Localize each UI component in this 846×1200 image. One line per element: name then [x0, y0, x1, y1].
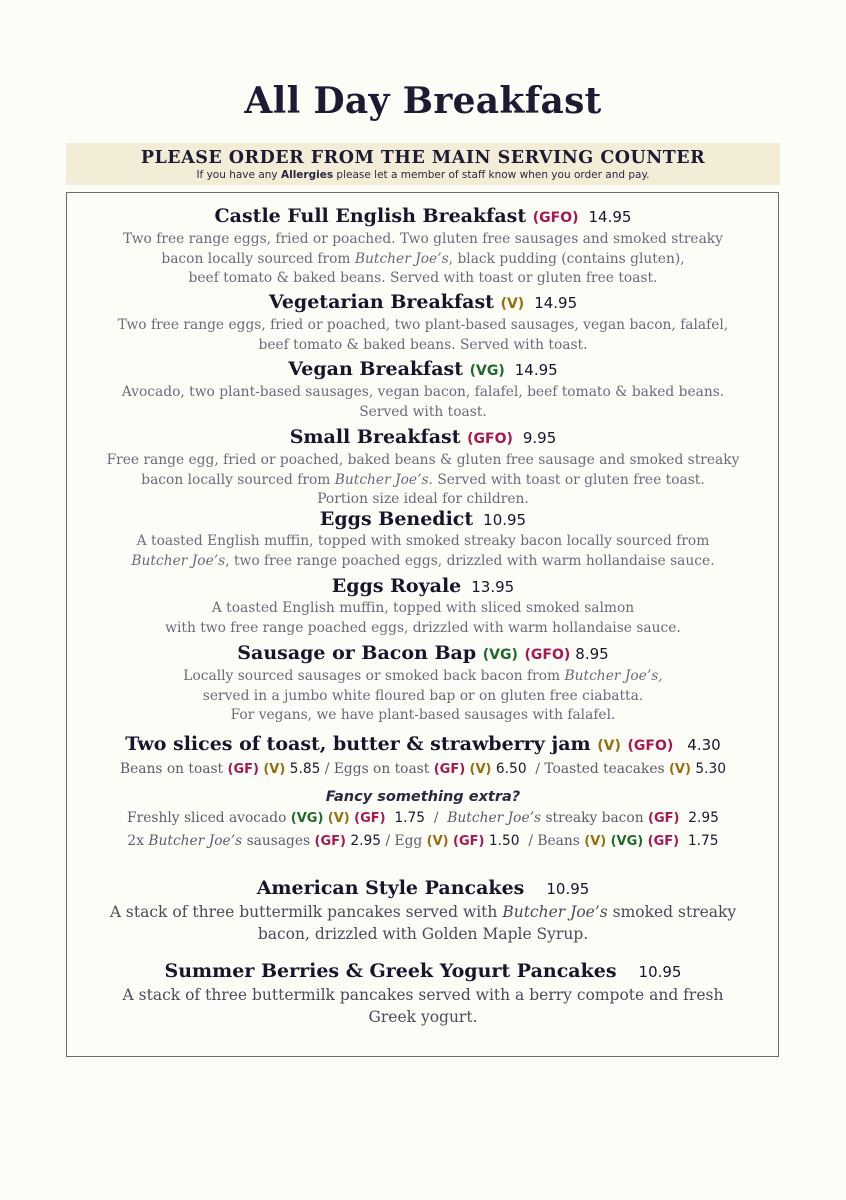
option-price: 6.50	[495, 761, 527, 777]
desc-line: For vegans, we have plant-based sausages with falafel.	[230, 707, 616, 723]
item-name: Small Breakfast	[289, 426, 461, 448]
item-name: Summer Berries & Greek Yogurt Pancakes	[164, 960, 617, 982]
dietary-tag: (V)	[668, 762, 691, 777]
item-price: 14.95	[534, 294, 578, 312]
item-name: Two slices of toast, butter & strawberry jam	[125, 733, 591, 755]
desc-line: Two free range eggs, fried or poached, two plant-based sausages, vegan bacon, falafel,	[117, 317, 729, 333]
desc-line: Served with toast.	[359, 403, 487, 420]
supplier-name: Butcher Joe’s	[502, 903, 608, 921]
option-label: / Egg	[385, 833, 423, 849]
extras-title: Fancy something extra?	[325, 789, 521, 805]
desc-line: with two free range poached eggs, drizzled with warm hollandaise sauce.	[165, 619, 681, 636]
item-description	[0, 599, 846, 638]
option-price: 2.95	[350, 833, 382, 849]
allergy-note	[66, 169, 780, 182]
desc-line: served in a jumbo white floured bap or on gluten free ciabatta.	[202, 687, 644, 704]
desc-text: smoked streaky	[607, 903, 737, 921]
item-price: 10.95	[546, 880, 590, 898]
option-label: Freshly sliced avocado	[127, 810, 287, 826]
toast-options	[0, 758, 846, 781]
dietary-tag: (GFO)	[627, 738, 674, 754]
allergy-note-bold: Allergies	[280, 169, 334, 181]
option-label: Beans on toast	[119, 761, 224, 777]
desc-text: Locally sourced sausages or smoked back bacon from	[183, 668, 565, 684]
desc-line	[0, 552, 846, 572]
dietary-tag: (GF)	[314, 834, 346, 849]
item-heading	[0, 290, 846, 316]
item-name: Vegetarian Breakfast	[268, 291, 494, 313]
item-description	[0, 901, 846, 945]
desc-line: A toasted English muffin, topped with sliced smoked salmon	[211, 600, 635, 616]
menu-item-american-pancakes	[0, 876, 846, 945]
dietary-tag: (GFO)	[524, 647, 571, 663]
item-name: Eggs Royale	[331, 575, 462, 597]
option-label: / Eggs on toast	[324, 761, 430, 777]
desc-line: A toasted English muffin, topped with smoked streaky bacon locally sourced from	[136, 533, 710, 549]
dietary-tag: (GFO)	[467, 431, 513, 447]
desc-line: Avocado, two plant-based sausages, vegan bacon, falafel, beef tomato & baked beans.	[121, 384, 725, 400]
item-name: Castle Full English Breakfast	[214, 205, 527, 227]
allergy-note-start: If you have any	[196, 169, 281, 181]
supplier-name: Butcher Joe’s	[354, 250, 449, 267]
dietary-tag: (GF)	[433, 762, 466, 777]
dietary-tag: (V)	[469, 762, 492, 777]
item-heading	[0, 876, 846, 901]
allergy-note-end: please let a member of staff know when you order and pay.	[333, 169, 650, 181]
desc-text: , two free range poached eggs, drizzled with warm hollandaise sauce.	[225, 552, 715, 569]
dietary-tag: (V)	[263, 762, 286, 777]
desc-text: bacon locally sourced from	[161, 250, 355, 267]
desc-line: beef tomato & baked beans. Served with toast.	[258, 336, 588, 353]
supplier-name: Butcher Joe’s	[148, 833, 243, 849]
desc-line: beef tomato & baked beans. Served with toast or gluten free toast.	[188, 270, 658, 286]
desc-line: Portion size ideal for children.	[317, 491, 529, 507]
dietary-tag: (VG)	[610, 834, 644, 849]
dietary-tag: (VG)	[482, 647, 518, 663]
desc-text: bacon locally sourced from	[141, 471, 335, 488]
dietary-tag: (GFO)	[532, 210, 579, 226]
dietary-tag: (GF)	[648, 811, 680, 826]
banner-heading: PLEASE ORDER FROM THE MAIN SERVING COUNTER	[140, 148, 706, 168]
item-price: 9.95	[522, 429, 557, 447]
item-price: 10.95	[638, 963, 682, 981]
dietary-tag: (GF)	[647, 834, 680, 849]
extras-section	[0, 789, 846, 853]
desc-text: , black pudding (contains gluten),	[448, 250, 685, 267]
desc-line	[0, 901, 846, 923]
item-description	[0, 316, 846, 355]
option-label: / Beans	[528, 833, 580, 849]
item-price: 13.95	[471, 578, 515, 596]
supplier-name: Butcher Joe’s	[131, 552, 226, 569]
item-price: 4.30	[687, 736, 721, 754]
supplier-name: Butcher Joe’s,	[564, 668, 663, 684]
desc-text: . Served with toast or gluten free toast.	[428, 471, 705, 488]
option-label: 2x	[127, 833, 144, 849]
item-heading	[0, 641, 846, 667]
option-price: 1.50	[488, 833, 520, 849]
menu-item-vegetarian	[0, 290, 846, 355]
option-price: 2.95	[688, 810, 719, 826]
menu-item-eggs-benedict	[0, 507, 846, 571]
option-label: / Toasted teacakes	[535, 761, 665, 777]
item-heading	[0, 732, 846, 758]
desc-line: Two free range eggs, fried or poached. Two gluten free sausages and smoked streaky	[123, 231, 723, 247]
desc-text: A stack of three buttermilk pancakes served with	[109, 903, 503, 921]
menu-item-berries-pancakes	[0, 959, 846, 1028]
option-price: 5.85	[289, 761, 321, 777]
item-heading	[0, 507, 846, 532]
menu-item-eggs-royale	[0, 574, 846, 638]
item-name: American Style Pancakes	[256, 877, 525, 899]
desc-line	[0, 250, 846, 270]
menu-item-toast	[0, 732, 846, 781]
menu-item-vegan	[0, 357, 846, 422]
dietary-tag: (GF)	[354, 811, 386, 826]
dietary-tag: (V)	[327, 811, 350, 826]
order-banner	[66, 143, 780, 185]
item-heading	[0, 959, 846, 984]
desc-line	[0, 471, 846, 491]
item-heading	[0, 574, 846, 599]
item-heading	[0, 425, 846, 451]
dietary-tag: (VG)	[469, 363, 505, 379]
option-price: 5.30	[695, 761, 727, 777]
dietary-tag: (GF)	[453, 834, 485, 849]
item-price: 8.95	[575, 645, 609, 663]
item-description	[0, 984, 846, 1028]
menu-item-small	[0, 425, 846, 510]
menu-item-full-english	[0, 204, 846, 289]
desc-line: Greek yogurt.	[368, 1008, 478, 1026]
dietary-tag: (V)	[426, 834, 449, 849]
desc-line: bacon, drizzled with Golden Maple Syrup.	[257, 925, 589, 943]
option-price: 1.75	[687, 833, 719, 849]
menu-item-bap	[0, 641, 846, 726]
item-description	[0, 532, 846, 571]
dietary-tag: (V)	[584, 834, 607, 849]
item-name: Vegan Breakfast	[288, 358, 463, 380]
item-description	[0, 383, 846, 422]
page-title: All Day Breakfast	[244, 80, 602, 122]
option-price: 1.75	[394, 810, 426, 826]
desc-line	[0, 667, 846, 687]
item-name: Eggs Benedict	[319, 508, 474, 530]
desc-line: Free range egg, fried or poached, baked beans & gluten free sausage and smoked streaky	[106, 452, 740, 468]
supplier-name: Butcher Joe’s	[447, 810, 542, 826]
dietary-tag: (V)	[597, 738, 621, 754]
item-heading	[0, 357, 846, 383]
dietary-tag: (V)	[500, 296, 525, 312]
extras-row: Freshly sliced avocado (VG) (V) (GF) 1.75 / Butcher Joe’s streaky bacon (GF) 2.95	[127, 810, 719, 826]
item-price: 10.95	[483, 511, 527, 529]
item-description	[0, 230, 846, 289]
supplier-name: Butcher Joe’s	[334, 471, 429, 488]
item-description	[0, 451, 846, 510]
dietary-tag: (VG)	[290, 811, 324, 826]
option-label: sausages	[246, 833, 311, 849]
item-name: Sausage or Bacon Bap	[237, 642, 477, 664]
item-price: 14.95	[588, 208, 632, 226]
item-heading	[0, 204, 846, 230]
item-description	[0, 667, 846, 726]
dietary-tag: (GF)	[227, 762, 259, 777]
extras-row	[0, 830, 846, 853]
option-label: streaky bacon	[545, 810, 644, 826]
item-price: 14.95	[514, 361, 558, 379]
desc-line: A stack of three buttermilk pancakes served with a berry compote and fresh	[122, 986, 724, 1004]
